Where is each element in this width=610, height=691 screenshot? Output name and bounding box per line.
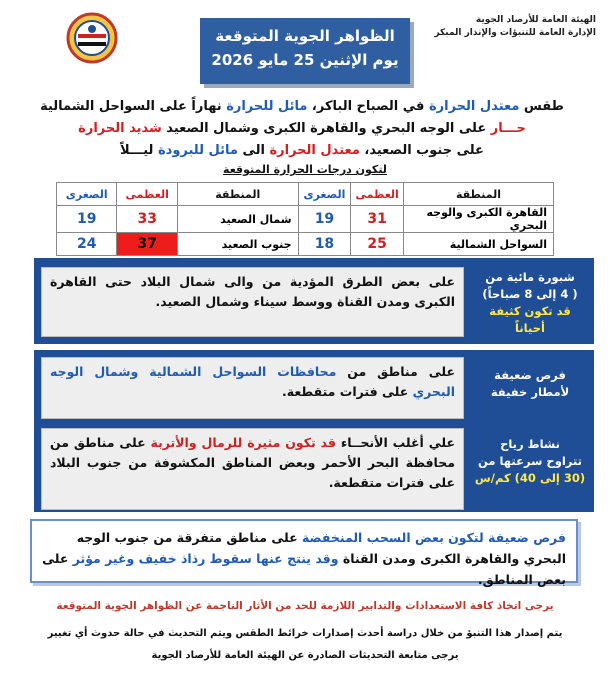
wind-panel: [34, 424, 594, 512]
fog-tag-line-2: ( 4 إلى 8 صباحاً): [482, 287, 578, 301]
wind-text-part: على مناطق من محافظة البحر الأحمر وبعض المناطق المكشوفة من جنوب البلاد على فترات متقطعة.: [50, 435, 455, 490]
table-header-row: [57, 183, 554, 206]
summary-line-3: [22, 140, 582, 162]
summary-text: نهاراً على السواحل الشمالية: [40, 99, 227, 114]
summary-text: الى: [237, 143, 270, 158]
rain-tag-line-1: فرص ضعيفة: [494, 368, 566, 382]
summary-line-1: [22, 96, 582, 118]
region-cell: جنوب الصعيد: [177, 233, 298, 256]
col-min: الصغرى: [298, 183, 351, 206]
min-cell: 19: [298, 206, 351, 233]
temps-table: [56, 182, 554, 256]
page-title: الظواهر الجوية المتوقعة: [215, 27, 395, 45]
rain-text-part: على مناطق من: [336, 364, 455, 379]
fog-panel: [34, 258, 594, 344]
rain-text: [41, 357, 464, 419]
note-text: على مناطق متفرقة من جنوب الوجه البحري والقاهرة الكبرى ومدن القناة: [76, 530, 566, 566]
org-name: [406, 14, 596, 40]
org-line-2: الإدارة العامة للتنبؤات والإنذار المبكر: [434, 28, 596, 38]
note-highlight: فرص ضعيفة لتكون بعض السحب المنخفضة: [301, 530, 566, 545]
summary-text: في الصباح الباكر،: [307, 99, 429, 114]
wind-text-highlight: قد تكون مثيرة للرمال والأتربة: [150, 435, 336, 450]
table-row: [57, 206, 554, 233]
summary-highlight: معتدل الحرارة: [269, 143, 360, 158]
wind-tag-line-3: (30 إلى 40) كم/س: [474, 471, 586, 485]
summary-text: على جنوب الصعيد،: [359, 143, 484, 158]
title-banner: [200, 18, 410, 84]
fog-tag: [474, 269, 586, 337]
summary-highlight: حـــار: [490, 121, 526, 136]
rain-tag: [474, 367, 586, 401]
org-line-1: الهيئة العامة للأرصاد الجوية: [475, 15, 596, 25]
fog-tag-line-1: شبورة مائية من: [485, 270, 575, 284]
summary-text: طقس: [519, 99, 564, 114]
col-min: الصغرى: [57, 183, 117, 206]
region-cell: القاهرة الكبرى والوجه البحري: [404, 206, 554, 233]
col-region: المنطقة: [177, 183, 298, 206]
wind-tag-line-1: نشاط رياح: [500, 437, 560, 451]
summary-line-2: [22, 118, 582, 140]
col-region: المنطقة: [404, 183, 554, 206]
rain-text-part: على فترات متقطعة.: [282, 384, 413, 399]
region-cell: شمال الصعيد: [177, 206, 298, 233]
fog-text: على بعض الطرق المؤدية من والى شمال البلاد حتى القاهرة الكبرى ومدن القناة ووسط سيناء وشمال الصعيد.: [41, 267, 464, 337]
rain-tag-line-2: لأمطار خفيفة: [490, 385, 570, 399]
wind-tag-line-2: تتراوح سرعتها من: [478, 454, 582, 468]
wind-tag: [474, 436, 586, 487]
summary-text: على الوجه البحري والقاهرة الكبرى وشمال الصعيد: [161, 121, 491, 136]
summary-highlight: شديد الحرارة: [78, 121, 162, 136]
ema-logo-icon: [66, 12, 118, 64]
col-max: العظمى: [117, 183, 177, 206]
max-cell: 25: [351, 233, 404, 256]
footer-warning: يرجى اتخاذ كافة الاستعدادات والتدابير اللازمة للحد من الأثار الناجمة عن الظواهر الجوية المتوقعة: [56, 600, 554, 612]
forecast-date: يوم الإثنين 25 مايو 2026: [211, 51, 399, 69]
wind-text-part: علي أغلب الأنحــاء: [335, 435, 455, 450]
summary-highlight: مائل للحرارة: [226, 99, 308, 114]
table-row: [57, 233, 554, 256]
region-cell: السواحل الشمالية: [404, 233, 554, 256]
summary-highlight: معتدل الحرارة: [428, 99, 520, 114]
forecast-summary: [22, 96, 582, 162]
clouds-note: [30, 519, 578, 587]
max-cell: 33: [117, 206, 177, 233]
summary-highlight: مائل للبرودة: [157, 143, 238, 158]
rain-text-highlight: محافظات السواحل الشمالية وشمال الوجه البحري: [50, 364, 455, 399]
max-cell: 31: [351, 206, 404, 233]
rain-panel: [34, 350, 594, 424]
min-cell: 19: [57, 206, 117, 233]
temps-caption: لتكون درجات الحرارة المتوقعة: [223, 163, 387, 176]
footer-note-1: يتم إصدار هذا التنبؤ من خلال دراسة أحدث إصدارات خرائط الطقس ويتم التحديث في حالة حدوث أي تغيير: [47, 628, 563, 639]
summary-text: ليـــلاً: [120, 143, 158, 158]
fog-tag-line-3: قد تكون كثيفة أحياناً: [489, 304, 571, 335]
max-cell-hot: 37: [117, 233, 177, 256]
min-cell: 24: [57, 233, 117, 256]
note-highlight: وقد ينتج عنها سقوط رذاذ خفيف وغير مؤثر: [72, 551, 339, 566]
note-text: على بعض المناطق.: [42, 551, 566, 587]
wind-text: [41, 428, 464, 510]
footer-note-2: يرجى متابعة التحديثات الصادرة عن الهيئة العامة للأرصاد الجوية: [151, 650, 459, 661]
col-max: العظمى: [351, 183, 404, 206]
min-cell: 18: [298, 233, 351, 256]
